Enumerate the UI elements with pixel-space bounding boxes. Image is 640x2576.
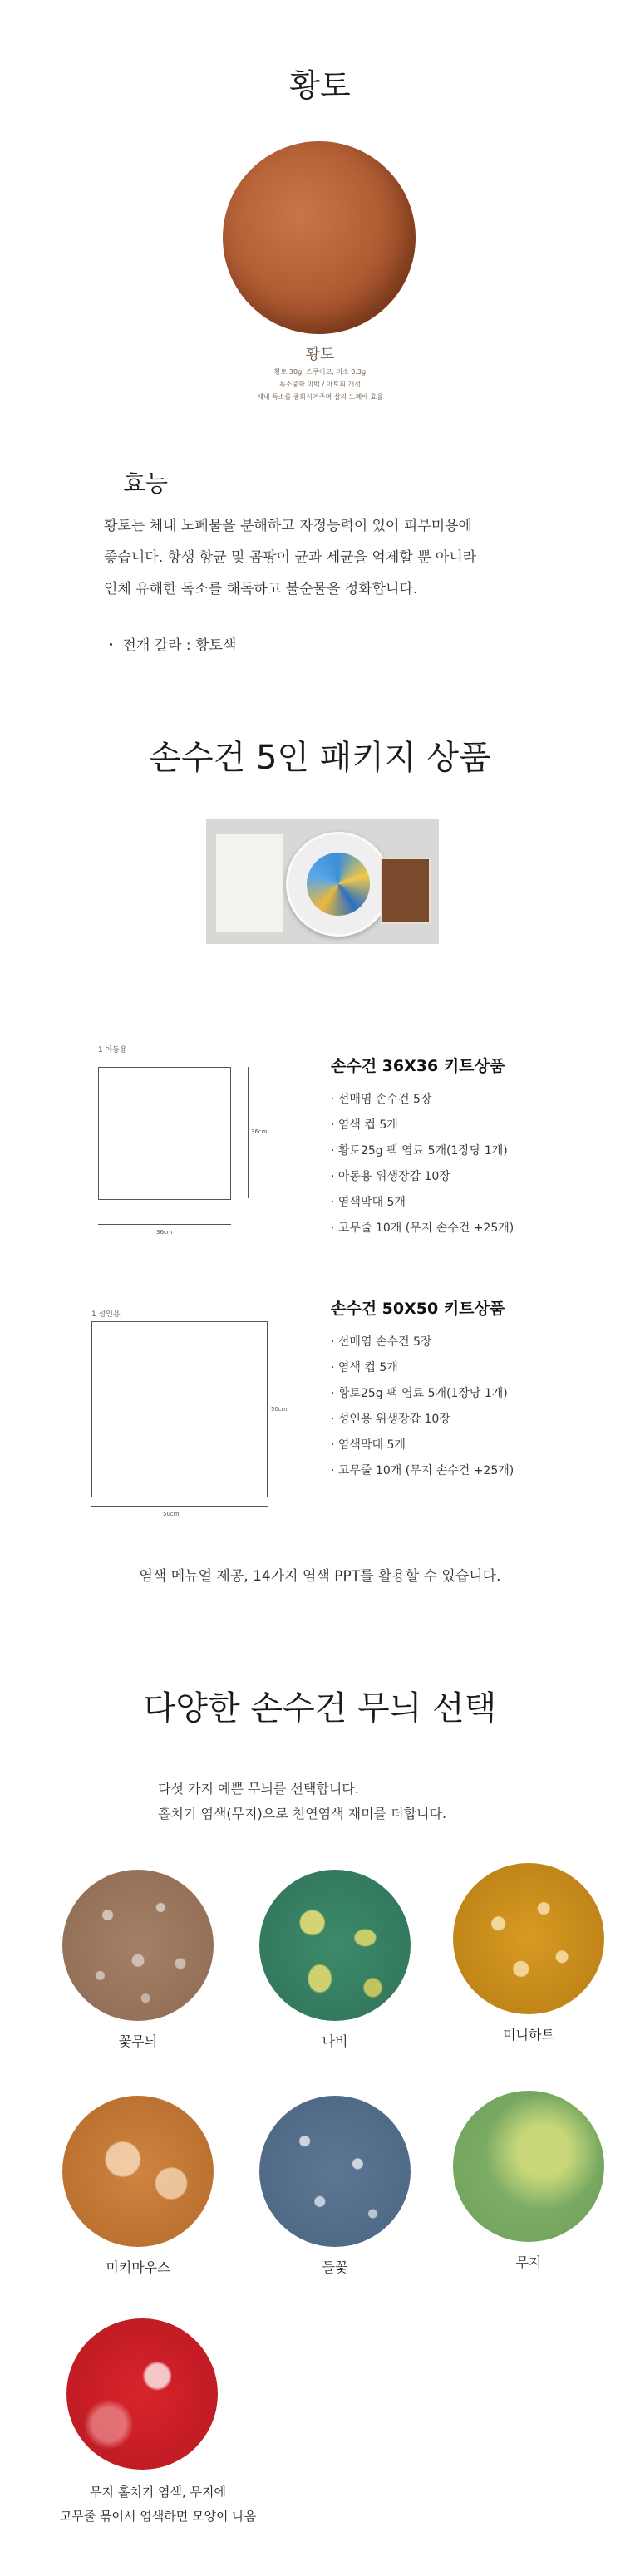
paragraph-line: 황토는 체내 노폐물을 분해하고 자정능력이 있어 피부미용에 (104, 518, 472, 534)
section-title-package: 손수건 5인 패키지 상품 (149, 739, 491, 777)
list-item: · 염색막대 5개 (331, 1190, 514, 1216)
dye-pack-image (381, 858, 431, 924)
list-item: · 황토25g 팩 염료 5개(1장당 1개) (331, 1138, 514, 1164)
list-item: · 고무줄 10개 (무지 손수건 +25개) (331, 1458, 514, 1484)
kit-product-photo (206, 819, 439, 944)
kit36-horizontal-dimension (98, 1224, 231, 1225)
dye-bowl-image (286, 832, 391, 937)
intro-line: 홀치기 염색(무지)으로 천연염색 재미를 더합니다. (158, 1806, 447, 1821)
handkerchief-image (216, 834, 283, 932)
pattern-name: 들꽃 (322, 2259, 348, 2275)
color-note: ・ 전개 칼라 : 황토색 (104, 637, 237, 654)
pattern-mickey-swatch[interactable] (62, 2096, 214, 2247)
list-item: · 염색 컵 5개 (331, 1113, 514, 1138)
orb-caption-line: 체내 독소를 중화시켜주며 살의 노폐에 효율 (257, 393, 383, 401)
footer-line: 고무줄 묶어서 염색하면 모양이 나옴 (59, 2509, 257, 2524)
kit36-dim-v: 36cm (251, 1128, 268, 1135)
kit50-title: 손수건 50X50 키트상품 (331, 1300, 505, 1318)
list-item: · 아동용 위생장갑 10장 (331, 1164, 514, 1190)
pattern-butterfly-swatch[interactable] (259, 1870, 411, 2021)
list-item: · 성인용 위생장갑 10장 (331, 1407, 514, 1433)
paragraph-line: 인체 유해한 독소를 해독하고 불순물을 정화합니다. (104, 581, 418, 597)
tie-dye-footer (25, 2480, 291, 2529)
pattern-name: 꽃무늬 (118, 2033, 158, 2049)
kit50-item-list (331, 1330, 514, 1484)
pattern-plain-swatch[interactable] (453, 2091, 604, 2242)
pattern-name: 미키마우스 (106, 2259, 170, 2275)
kit36-size-label: 1 아동용 (98, 1046, 127, 1054)
paragraph-line: 좋습니다. 항생 항균 및 곰팡이 균과 세균을 억제할 뿐 아니라 (104, 549, 477, 566)
section-title-patterns: 다양한 손수건 무늬 선택 (143, 1689, 497, 1728)
kit50-dim-h: 50cm (163, 1511, 180, 1517)
kit50-horizontal-dimension (91, 1506, 268, 1507)
kit36-vertical-dimension (248, 1067, 249, 1198)
list-item: · 염색 컵 5개 (331, 1355, 514, 1381)
list-item: · 염색막대 5개 (331, 1433, 514, 1458)
patterns-intro (158, 1777, 446, 1826)
manual-note: 염색 메뉴얼 제공, 14가지 염색 PPT를 활용할 수 있습니다. (139, 1568, 501, 1585)
pattern-name: 미니하트 (503, 2027, 554, 2043)
orb-caption-title: 황토 (305, 346, 335, 363)
kit36-square-diagram (98, 1067, 231, 1200)
pattern-miniheart-swatch[interactable] (453, 1863, 604, 2014)
intro-line: 다섯 가지 예쁜 무늬를 선택합니다. (158, 1781, 359, 1797)
kit50-square-diagram (91, 1321, 268, 1497)
kit50-dim-v: 50cm (271, 1406, 288, 1413)
section-title-hwangto: 황토 (289, 67, 351, 104)
list-item: · 선매염 손수건 5장 (331, 1087, 514, 1113)
pattern-name: 나비 (322, 2033, 348, 2049)
list-item: · 황토25g 팩 염료 5개(1장당 1개) (331, 1381, 514, 1407)
benefits-heading: 효능 (123, 469, 169, 497)
orb-caption-line: 독소중화 미백 / 아토피 개선 (279, 381, 361, 388)
kit50-size-label: 1 성인용 (91, 1310, 121, 1319)
kit36-item-list (331, 1087, 514, 1241)
pattern-wildflower-swatch[interactable] (259, 2096, 411, 2247)
kit36-dim-h: 36cm (156, 1229, 173, 1236)
benefits-paragraph (104, 510, 569, 605)
footer-line: 무지 홀치기 염색, 무지에 (90, 2485, 226, 2500)
kit36-title: 손수건 36X36 키트상품 (331, 1057, 505, 1075)
hwangto-powder-image (223, 141, 416, 334)
list-item: · 선매염 손수건 5장 (331, 1330, 514, 1355)
orb-caption-line: 황토 30g, 스쿠어고, 미소 0.3g (273, 368, 367, 376)
pattern-flower-swatch[interactable] (62, 1870, 214, 2021)
orb-caption (199, 342, 441, 401)
pattern-name: 무지 (515, 2254, 542, 2270)
list-item: · 고무줄 10개 (무지 손수건 +25개) (331, 1216, 514, 1241)
tie-dye-red-swatch (66, 2318, 218, 2470)
